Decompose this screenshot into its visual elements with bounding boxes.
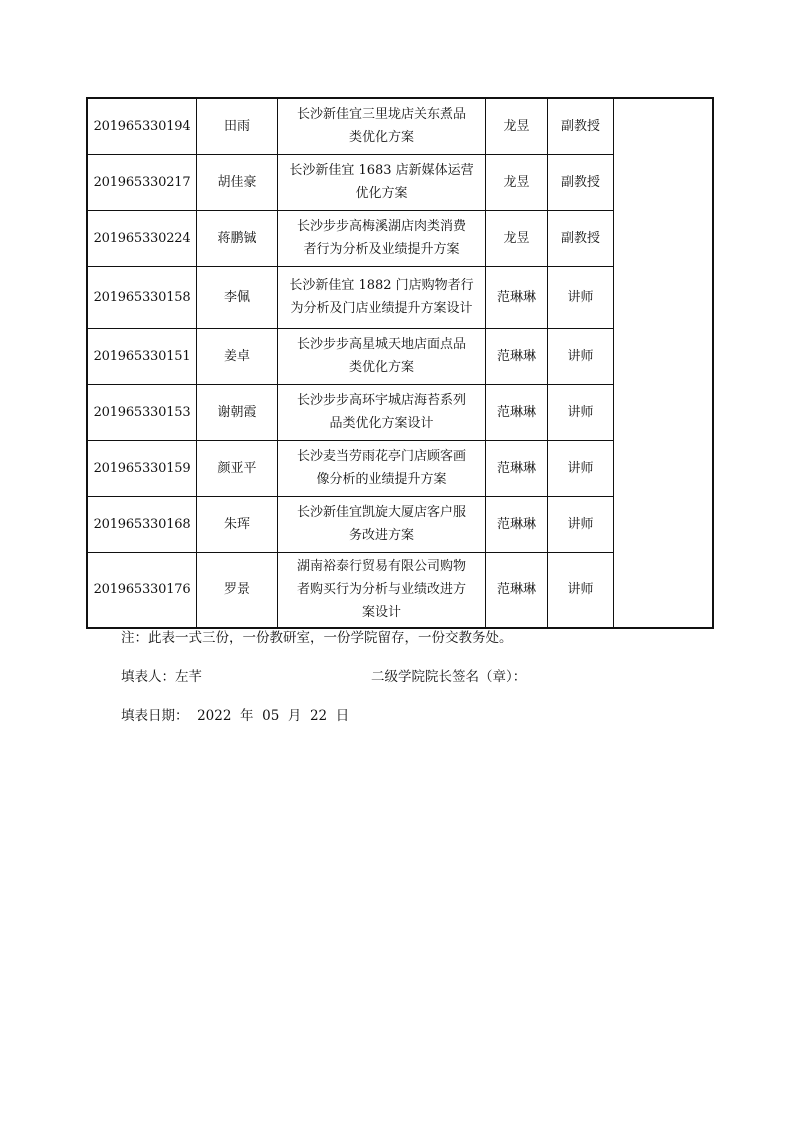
project-topic-cell — [278, 552, 486, 628]
student-name-cell: 罗景 — [197, 552, 278, 628]
student-id-cell: 201965330224 — [87, 210, 197, 266]
topic-line: 者行为分析及业绩提升方案 — [303, 242, 460, 257]
project-topic-cell — [278, 98, 486, 154]
project-assignment-table — [86, 97, 714, 629]
advisor-cell: 范琳琳 — [486, 384, 548, 440]
student-name-cell: 田雨 — [197, 98, 278, 154]
topic-line: 者购买行为分析与业绩改进方 — [296, 582, 466, 598]
topic-line: 长沙新佳宜凯旋大厦店客户服 — [296, 505, 466, 520]
project-topic-cell — [278, 496, 486, 552]
topic-line: 长沙步步高环宇城店海苔系列 — [296, 393, 466, 408]
advisor-title-cell: 副教授 — [548, 98, 614, 154]
student-name-cell: 胡佳豪 — [197, 154, 278, 210]
advisor-cell: 龙昱 — [486, 154, 548, 210]
student-id-cell: 201965330217 — [87, 154, 197, 210]
form-filler: 填表人：左芊 — [121, 669, 202, 685]
student-name-cell: 颜亚平 — [197, 440, 278, 496]
advisor-cell: 范琳琳 — [486, 496, 548, 552]
student-id-cell: 201965330153 — [87, 384, 197, 440]
student-name-cell: 谢朝霞 — [197, 384, 278, 440]
student-name-cell: 朱珲 — [197, 496, 278, 552]
advisor-cell: 范琳琳 — [486, 266, 548, 328]
copies-note: 注：此表一式三份，一份教研室，一份学院留存，一份交教务处。 — [121, 630, 513, 646]
advisor-cell: 龙昱 — [486, 210, 548, 266]
project-topic-cell — [278, 384, 486, 440]
fill-date: 填表日期： 2022 年 05 月 22 日 — [121, 708, 350, 724]
table-body — [87, 98, 713, 628]
topic-line: 长沙新佳宜三里垅店关东煮品 — [296, 107, 466, 123]
project-topic-cell — [278, 154, 486, 210]
advisor-title-cell: 副教授 — [548, 210, 614, 266]
project-topic-cell — [278, 266, 486, 328]
student-id-cell: 201965330151 — [87, 328, 197, 384]
advisor-title-cell: 副教授 — [548, 154, 614, 210]
topic-line: 优化方案 — [355, 186, 408, 201]
advisor-cell: 范琳琳 — [486, 440, 548, 496]
topic-line: 类优化方案 — [348, 130, 414, 146]
topic-line: 长沙麦当劳雨花亭门店顾客画 — [296, 449, 466, 464]
advisor-title-cell: 讲师 — [548, 384, 614, 440]
advisor-title-cell: 讲师 — [548, 266, 614, 328]
topic-line: 长沙新佳宜 1882 门店购物者行 — [289, 278, 474, 293]
student-id-cell: 201965330158 — [87, 266, 197, 328]
topic-line: 长沙步步高星城天地店面点品 — [296, 337, 466, 352]
project-topic-cell — [278, 328, 486, 384]
advisor-title-cell: 讲师 — [548, 552, 614, 628]
student-id-cell: 201965330176 — [87, 552, 197, 628]
topic-line: 长沙步步高梅溪湖店肉类消费 — [296, 219, 466, 234]
remarks-cell — [614, 98, 714, 628]
topic-line: 长沙新佳宜 1683 店新媒体运营 — [289, 163, 474, 178]
topic-line: 湖南裕泰行贸易有限公司购物 — [296, 559, 466, 575]
topic-line: 为分析及门店业绩提升方案设计 — [290, 301, 473, 316]
advisor-title-cell: 讲师 — [548, 328, 614, 384]
student-name-cell: 蒋鹏铖 — [197, 210, 278, 266]
topic-line: 像分析的业绩提升方案 — [316, 472, 447, 487]
advisor-title-cell: 讲师 — [548, 496, 614, 552]
advisor-cell: 范琳琳 — [486, 328, 548, 384]
student-id-cell: 201965330168 — [87, 496, 197, 552]
project-topic-cell — [278, 210, 486, 266]
table-row — [87, 98, 713, 154]
project-topic-cell — [278, 440, 486, 496]
topic-line: 案设计 — [361, 605, 401, 621]
student-id-cell: 201965330159 — [87, 440, 197, 496]
topic-line: 务改进方案 — [348, 528, 414, 543]
topic-line: 类优化方案 — [348, 360, 414, 375]
advisor-cell: 龙昱 — [486, 98, 548, 154]
student-id-cell: 201965330194 — [87, 98, 197, 154]
advisor-title-cell: 讲师 — [548, 440, 614, 496]
student-name-cell: 姜卓 — [197, 328, 278, 384]
dean-signature-label: 二级学院院长签名（章）： — [371, 669, 527, 685]
advisor-cell: 范琳琳 — [486, 552, 548, 628]
student-name-cell: 李佩 — [197, 266, 278, 328]
topic-line: 品类优化方案设计 — [329, 416, 434, 431]
